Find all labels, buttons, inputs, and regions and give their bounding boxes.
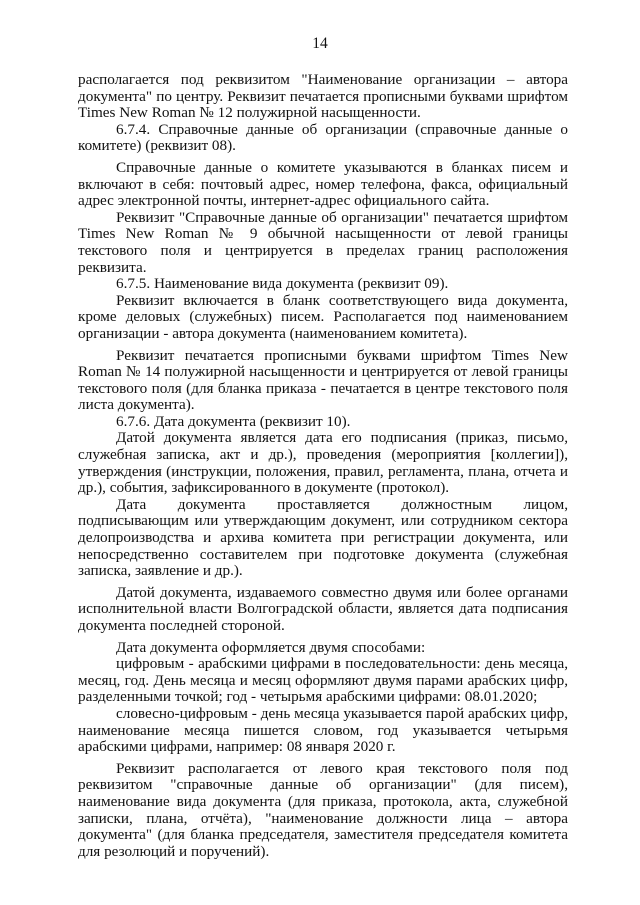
- paragraph-12: Дата документа оформляется двумя способами:: [116, 638, 426, 656]
- paragraph-13: цифровым - арабскими цифрами в последовательности: день месяца, месяц, год. День месяца и месяц оформляют двумя парами арабских цифр, разделенными точкой; год - четырьмя арабскими цифрами: 08.01.2020;: [78, 655, 568, 706]
- paragraph-10: Дата документа проставляется должностным лицом, подписывающим или утверждающим документ, или сотрудником сектора делопроизводства и архива комитета при регистрации документа, или непосредственно составителем при подготовке документа (служебная записка, заявление и др.).: [78, 495, 568, 580]
- paragraph-7: Реквизит печатается прописными буквами шрифтом Times New Roman № 14 полужирной насыщенности и центрируется от левой границы текстового поля (для бланка приказа - печатается в центре текстового поля листа документа).: [78, 346, 568, 414]
- paragraph-4: Реквизит "Справочные данные об организации" печатается шрифтом Times New Roman № 9 обычной насыщенности от левой границы текстового поля и центрируется в пределах границ расположения реквизита.: [78, 208, 568, 276]
- section-heading-6-7-4: 6.7.4. Справочные данные об организации (справочные данные о комитете) (реквизит 08).: [78, 120, 568, 155]
- paragraph-15: Реквизит располагается от левого края текстового поля под реквизитом "справочные данные об организации" (для писем), наименование вида документа (для приказа, протокола, акта, служебной записки, плана, отчёта), "наименование должности лица – автора документа" (для бланка председателя, заместителя председателя комитета для резолюций и поручений).: [78, 759, 568, 860]
- page-number: 14: [312, 35, 328, 52]
- document-body: [78, 72, 568, 860]
- paragraph-6: Реквизит включается в бланк соответствующего вида документа, кроме деловых (служебных) писем. Располагается под наименованием организации - автора документа (наименованием комитета).: [78, 291, 568, 342]
- paragraph-1: располагается под реквизитом "Наименование организации – автора документа" по центру. Реквизит печатается прописными буквами шрифтом Times New Roman № 12 полужирной насыщенности.: [78, 71, 568, 122]
- paragraph-9: Датой документа является дата его подписания (приказ, письмо, служебная записка, акт и др.), проведения (мероприятия [коллегии]), утверждения (инструкции, положения, правил, регламента, плана, отчета и др.), события, зафиксированного в документе (протокол).: [78, 429, 568, 497]
- paragraph-11: Датой документа, издаваемого совместно двумя или более органами исполнительной власти Волгоградской области, является дата подписания документа последней стороной.: [78, 583, 568, 634]
- section-heading-6-7-6: 6.7.6. Дата документа (реквизит 10).: [116, 412, 351, 430]
- paragraph-14: словесно-цифровым - день месяца указывается парой арабских цифр, наименование месяца пишется словом, год указывается четырьмя арабскими цифрами, например: 08 января 2020 г.: [78, 704, 568, 756]
- section-heading-6-7-5: 6.7.5. Наименование вида документа (реквизит 09).: [116, 275, 449, 293]
- paragraph-3: Справочные данные о комитете указываются в бланках писем и включают в себя: почтовый адрес, номер телефона, факса, официальный адрес электронной почты, интернет-адрес официального сайта.: [78, 158, 568, 210]
